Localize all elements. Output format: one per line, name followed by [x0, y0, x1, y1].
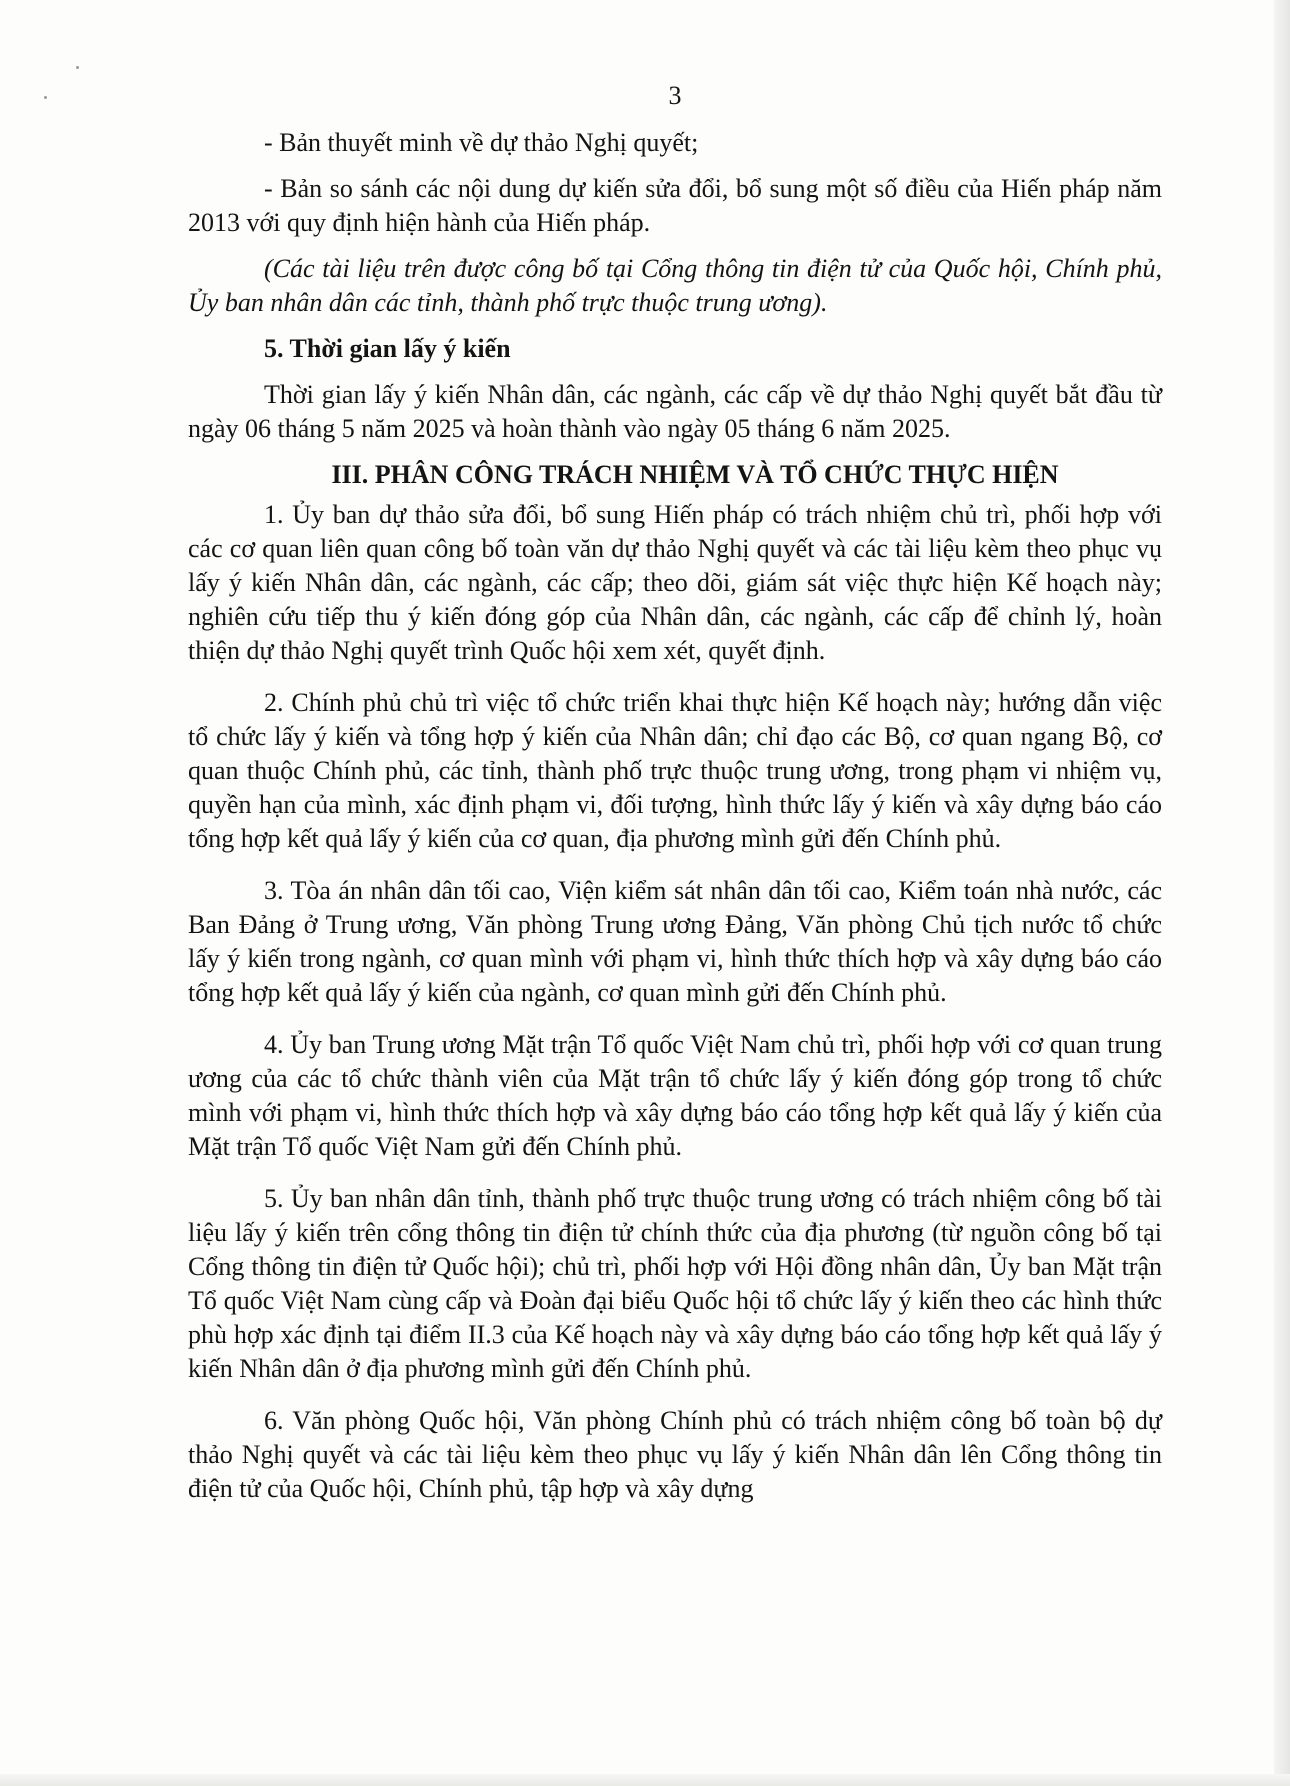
responsibility-item-5: 5. Ủy ban nhân dân tỉnh, thành phố trực thuộc trung ương có trách nhiệm công bố tài liệu lấy ý kiến trên cổng thông tin điện tử chính thức của địa phương (từ nguồn công bố tại Cổng thông tin điện tử Quốc hội); chủ trì, phối hợp với Hội đồng nhân dân, Ủy ban Mặt trận Tổ quốc Việt Nam cùng cấp và Đoàn đại biểu Quốc hội tổ chức lấy ý kiến theo các hình thức phù hợp xác định tại điểm II.3 của Kế hoạch này và xây dựng báo cáo tổng hợp kết quả lấy ý kiến Nhân dân ở địa phương mình gửi đến Chính phủ. — [188, 1184, 1162, 1383]
responsibility-item-4: 4. Ủy ban Trung ương Mặt trận Tổ quốc Việt Nam chủ trì, phối hợp với cơ quan trung ương của các tổ chức thành viên của Mặt trận tổ chức lấy ý kiến đóng góp trong tổ chức mình với phạm vi, hình thức thích hợp và xây dựng báo cáo tổng hợp kết quả lấy ý kiến của Mặt trận Tổ quốc Việt Nam gửi đến Chính phủ. — [188, 1030, 1162, 1161]
responsibility-item-2: 2. Chính phủ chủ trì việc tổ chức triển khai thực hiện Kế hoạch này; hướng dẫn việc tổ chức lấy ý kiến và tổng hợp ý kiến của Nhân dân; chỉ đạo các Bộ, cơ quan ngang Bộ, cơ quan thuộc Chính phủ, các tỉnh, thành phố trực thuộc trung ương, trong phạm vi nhiệm vụ, quyền hạn của mình, xác định phạm vi, đối tượng, hình thức lấy ý kiến và xây dựng báo cáo tổng hợp kết quả lấy ý kiến của cơ quan, địa phương mình gửi đến Chính phủ. — [188, 688, 1162, 853]
document-body — [188, 126, 1162, 1506]
section-5-heading: 5. Thời gian lấy ý kiến — [264, 334, 511, 363]
attachment-item-explanation: - Bản thuyết minh về dự thảo Nghị quyết; — [264, 128, 699, 157]
page-bottom-edge — [0, 1774, 1290, 1786]
section-III-heading: III. PHÂN CÔNG TRÁCH NHIỆM VÀ TỔ CHỨC THỰC HIỆN — [331, 460, 1059, 489]
attachments-note: (Các tài liệu trên được công bố tại Cổng thông tin điện tử của Quốc hội, Chính phủ, Ủy ban nhân dân các tỉnh, thành phố trực thuộc trung ương). — [188, 254, 1162, 317]
page-number: 3 — [668, 81, 682, 110]
responsibility-item-1: 1. Ủy ban dự thảo sửa đổi, bổ sung Hiến pháp có trách nhiệm chủ trì, phối hợp với các cơ quan liên quan công bố toàn văn dự thảo Nghị quyết và các tài liệu kèm theo phục vụ lấy ý kiến Nhân dân, các ngành, các cấp; theo dõi, giám sát việc thực hiện Kế hoạch này; nghiên cứu tiếp thu ý kiến đóng góp của Nhân dân, các ngành, các cấp để chỉnh lý, hoàn thiện dự thảo Nghị quyết trình Quốc hội xem xét, quyết định. — [188, 500, 1162, 665]
responsibility-item-3: 3. Tòa án nhân dân tối cao, Viện kiểm sát nhân dân tối cao, Kiểm toán nhà nước, các Ban Đảng ở Trung ương, Văn phòng Trung ương Đảng, Văn phòng Chủ tịch nước tổ chức lấy ý kiến trong ngành, cơ quan mình với phạm vi, hình thức thích hợp và xây dựng báo cáo tổng hợp kết quả lấy ý kiến của ngành, cơ quan mình gửi đến Chính phủ. — [188, 876, 1162, 1007]
scan-speck — [76, 66, 79, 69]
section-5-body: Thời gian lấy ý kiến Nhân dân, các ngành, các cấp về dự thảo Nghị quyết bắt đầu từ ngày 06 tháng 5 năm 2025 và hoàn thành vào ngày 05 tháng 6 năm 2025. — [188, 380, 1162, 443]
responsibility-item-6: 6. Văn phòng Quốc hội, Văn phòng Chính phủ có trách nhiệm công bố toàn bộ dự thảo Nghị quyết và các tài liệu kèm theo phục vụ lấy ý kiến Nhân dân lên Cổng thông tin điện tử của Quốc hội, Chính phủ, tập hợp và xây dựng — [188, 1406, 1162, 1503]
page-edge-shadow — [1274, 0, 1290, 1786]
attachment-item-comparison: - Bản so sánh các nội dung dự kiến sửa đổi, bổ sung một số điều của Hiến pháp năm 2013 với quy định hiện hành của Hiến pháp. — [188, 174, 1162, 237]
